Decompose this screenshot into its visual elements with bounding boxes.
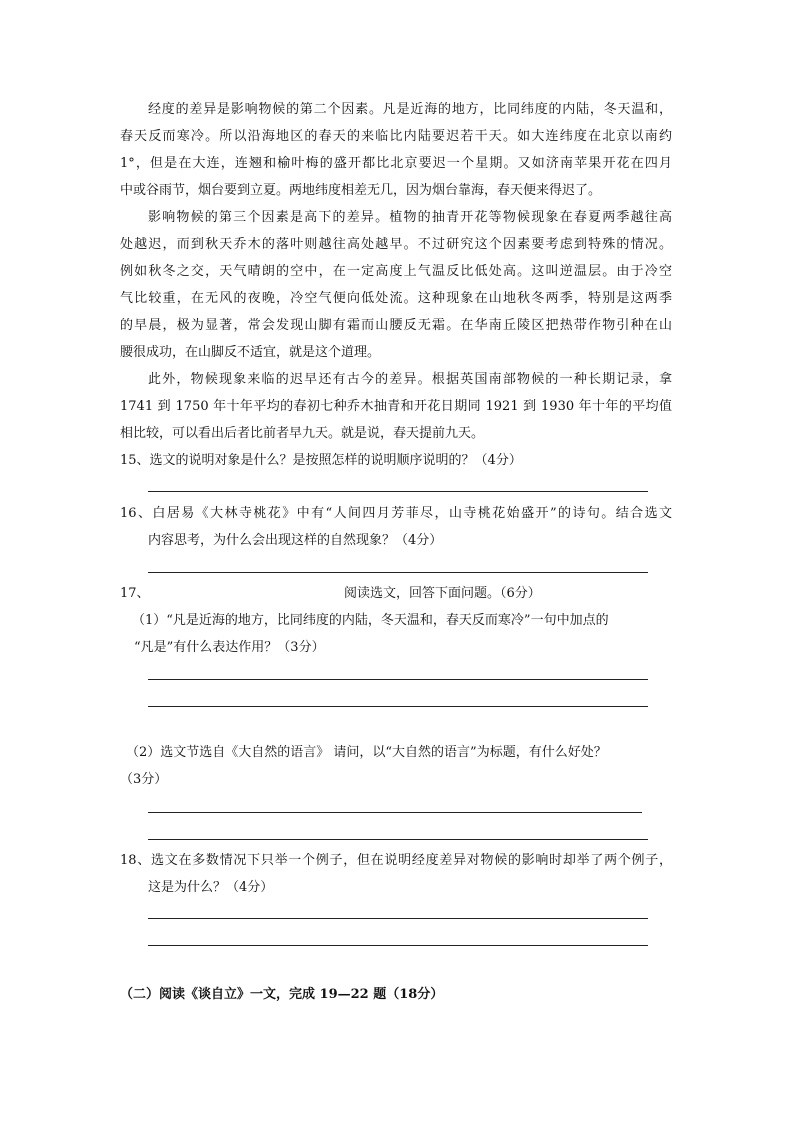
passage-p2-line-4: 气比较重，在无风的夜晚，冷空气便向低处流。这种现象在山地秋冬两季，特别是这两季: [120, 291, 672, 306]
answer-line-q17-2-b[interactable]: [148, 839, 648, 840]
question-17-stem: 阅读选文，回答下面问题。（6分）: [344, 586, 541, 601]
answer-line-q17-1-b[interactable]: [148, 706, 648, 707]
question-18-line-1: 18、选文在多数情况下只举一个例子，但在说明经度差异对物候的影响时却举了两个例子，: [120, 853, 672, 868]
passage-p2-line-6: 腰很成功，在山脚反不适宜，就是这个道理。: [120, 345, 381, 360]
passage-p3-line-2: 1741 到 1750 年十年平均的春初七种乔木抽青和开花日期同 1921 到 1930 年十年的平均值: [120, 399, 672, 414]
answer-line-q17-1-a[interactable]: [148, 679, 648, 680]
question-18-line-2: 这是为什么？（4分）: [148, 880, 274, 895]
question-17-1-line-2: “凡是”有什么表达作用？（3分）: [134, 640, 325, 655]
passage-p3-line-1: 此外，物候现象来临的迟早还有古今的差异。根据英国南部物候的一种长期记录，拿: [148, 372, 672, 387]
passage-p2-line-2: 处越迟，而到秋天乔木的落叶则越往高处越早。不过研究这个因素要考虑到特殊的情况。: [120, 237, 672, 252]
answer-line-q15[interactable]: [148, 491, 648, 492]
section-2-heading: （二）阅读《谈自立》一文，完成 19—22 题（18分）: [120, 987, 444, 1002]
question-15: 15、选文的说明对象是什么？是按照怎样的说明顺序说明的？（4分）: [120, 453, 522, 468]
passage-p2-line-3: 例如秋冬之交，天气晴朗的空中，在一定高度上气温反比低处高。这叫逆温层。由于冷空: [120, 264, 672, 279]
answer-line-q17-2-a[interactable]: [148, 812, 642, 813]
answer-line-q18-a[interactable]: [148, 918, 648, 919]
passage-p2-line-1: 影响物候的第三个因素是高下的差异。植物的抽青开花等物候现象在春夏两季越往高: [148, 210, 672, 225]
passage-p1-line-3: 1°，但是在大连，连翘和榆叶梅的盛开都比北京要迟一个星期。又如济南苹果开花在四月: [120, 156, 672, 171]
question-16-line-1: 16、白居易《大林寺桃花》中有“人间四月芳菲尽，山寺桃花始盛开”的诗句。结合选文: [120, 506, 672, 521]
question-17-number: 17、: [120, 586, 150, 601]
question-16-line-2: 内容思考，为什么会出现这样的自然现象？（4分）: [148, 533, 443, 548]
question-17-1-line-1: （1）“凡是近海的地方，比同纬度的内陆，冬天温和，春天反而寒冷”一句中加点的: [132, 613, 609, 628]
question-17-2-line-2: （3分）: [120, 772, 168, 787]
answer-line-q16[interactable]: [148, 572, 648, 573]
answer-line-q18-b[interactable]: [148, 945, 648, 946]
passage-p2-line-5: 的早晨，极为显著，常会发现山脚有霜而山腰反无霜。在华南丘陵区把热带作物引种在山: [120, 318, 672, 333]
question-17-2-line-1: （2）选文节选自《大自然的语言》 请问，以“大自然的语言”为标题，有什么好处？: [126, 745, 607, 760]
passage-p1-line-2: 春天反而寒冷。所以沿海地区的春天的来临比内陆要迟若干天。如大连纬度在北京以南约: [120, 129, 672, 144]
passage-p1-line-1: 经度的差异是影响物候的第二个因素。凡是近海的地方，比同纬度的内陆，冬天温和，: [148, 102, 672, 117]
passage-p1-line-4: 中或谷雨节，烟台要到立夏。两地纬度相差无几，因为烟台靠海，春天便来得迟了。: [120, 183, 602, 198]
passage-p3-line-3: 相比较，可以看出后者比前者早九天。就是说，春天提前九天。: [120, 426, 485, 441]
